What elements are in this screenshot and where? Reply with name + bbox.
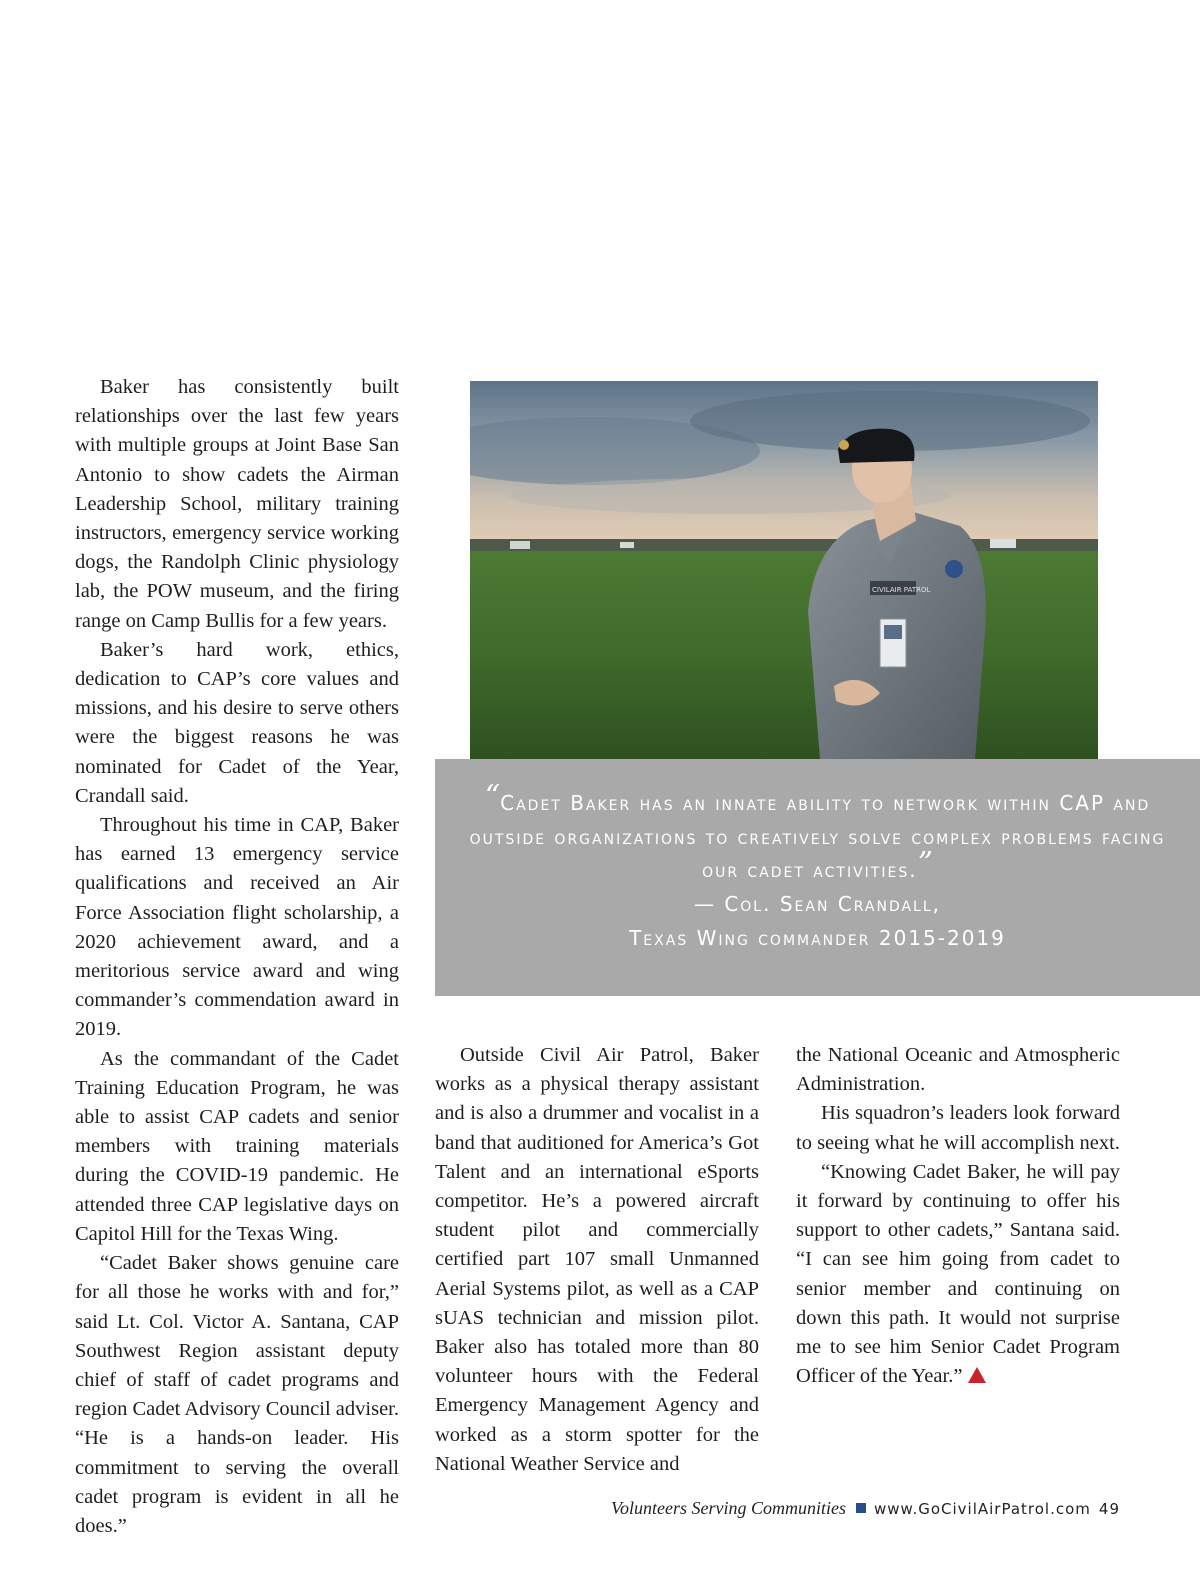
page-footer bbox=[611, 1496, 1120, 1521]
pull-quote-attribution bbox=[465, 888, 1170, 955]
paragraph: As the commandant of the Cadet Training Education Program, he was able to assist CAP cadets and senior members with training materials during the COVID-19 pandemic. He attended three CAP legislative days on Capitol Hill for the Texas Wing. bbox=[75, 1047, 399, 1245]
paragraph: “Cadet Baker shows genuine care for all those he works with and for,” said Lt. Col. Victor A. Santana, CAP Southwest Region assistant deputy chief of staff of cadet programs and region Cadet Advisory Council adviser. “He is a hands-on leader. His commitment to serving the overall cadet program is evident in all he does.” bbox=[75, 1252, 399, 1537]
paragraph-continuation: the National Oceanic and Atmospheric Administration. bbox=[796, 1044, 1120, 1096]
paragraph: His squadron’s leaders look forward to seeing what he will accomplish next. bbox=[796, 1102, 1120, 1154]
cadet-photo bbox=[470, 381, 1098, 759]
pull-quote bbox=[435, 759, 1200, 996]
pull-quote-text-block bbox=[465, 779, 1170, 888]
footer-tagline: Volunteers Serving Communities bbox=[611, 1498, 847, 1518]
cadet-photo-illustration bbox=[470, 381, 1098, 759]
footer-url[interactable]: www.GoCivilAirPatrol.com bbox=[874, 1500, 1091, 1518]
paragraph: Baker has consistently built relationships over the last few years with multiple groups at Joint Base San Antonio to show cadets the Airman Leadership School, military training instructors, emergency service working dogs, the Randolph Clinic physiology lab, the POW museum, and the firing range on Camp Bullis for a few years. bbox=[75, 376, 399, 632]
red-triangle-icon bbox=[968, 1367, 986, 1383]
pull-quote-text: Cadet Baker has an innate ability to network within CAP and outside organizations to creatively solve complex problems facing our cadet activities. bbox=[469, 791, 1166, 882]
paragraph: Baker’s hard work, ethics, dedication to CAP’s core values and missions, and his desire to serve others were the biggest reasons he was nominated for Cadet of the Year, Crandall said. bbox=[75, 638, 399, 807]
attribution-title: Texas Wing commander 2015-2019 bbox=[629, 925, 1006, 950]
blue-square-icon bbox=[856, 1503, 866, 1513]
article-column-2 bbox=[435, 1041, 759, 1479]
attribution-name: — Col. Sean Crandall, bbox=[693, 892, 942, 916]
page-number: 49 bbox=[1098, 1500, 1120, 1518]
article-column-3 bbox=[796, 1041, 1120, 1391]
paragraph-text: “Knowing Cadet Baker, he will pay it forward by continuing to offer his support to other cadets,” Santana said. “I can see him going from cadet to senior member and continuing on down this path. It would not surprise me to see him Senior Cadet Program Officer of the Year.” bbox=[796, 1160, 1120, 1388]
article-column-1 bbox=[75, 373, 399, 1541]
close-quote-mark: ” bbox=[917, 846, 933, 881]
paragraph: Throughout his time in CAP, Baker has earned 13 emergency service qualifications and received an Air Force Association flight scholarship, a 2020 achievement award, and a meritorious service award and wing commander’s commendation award in 2019. bbox=[75, 814, 399, 1041]
svg-text:CIVILAIR PATROL: CIVILAIR PATROL bbox=[872, 586, 931, 594]
paragraph: Outside Civil Air Patrol, Baker works as a physical therapy assistant and is also a drummer and vocalist in a band that auditioned for America’s Got Talent and an international eSports competitor. He’s a powered aircraft student pilot and commercially certified part 107 small Unmanned Aerial Systems pilot, as well as a CAP sUAS technician and mission pilot. Baker also has totaled more than 80 volunteer hours with the Federal Emergency Management Agency and worked as a storm spotter for the National Weather Service and bbox=[435, 1044, 759, 1475]
paragraph bbox=[796, 1158, 1120, 1392]
open-quote-mark: “ bbox=[484, 779, 501, 814]
